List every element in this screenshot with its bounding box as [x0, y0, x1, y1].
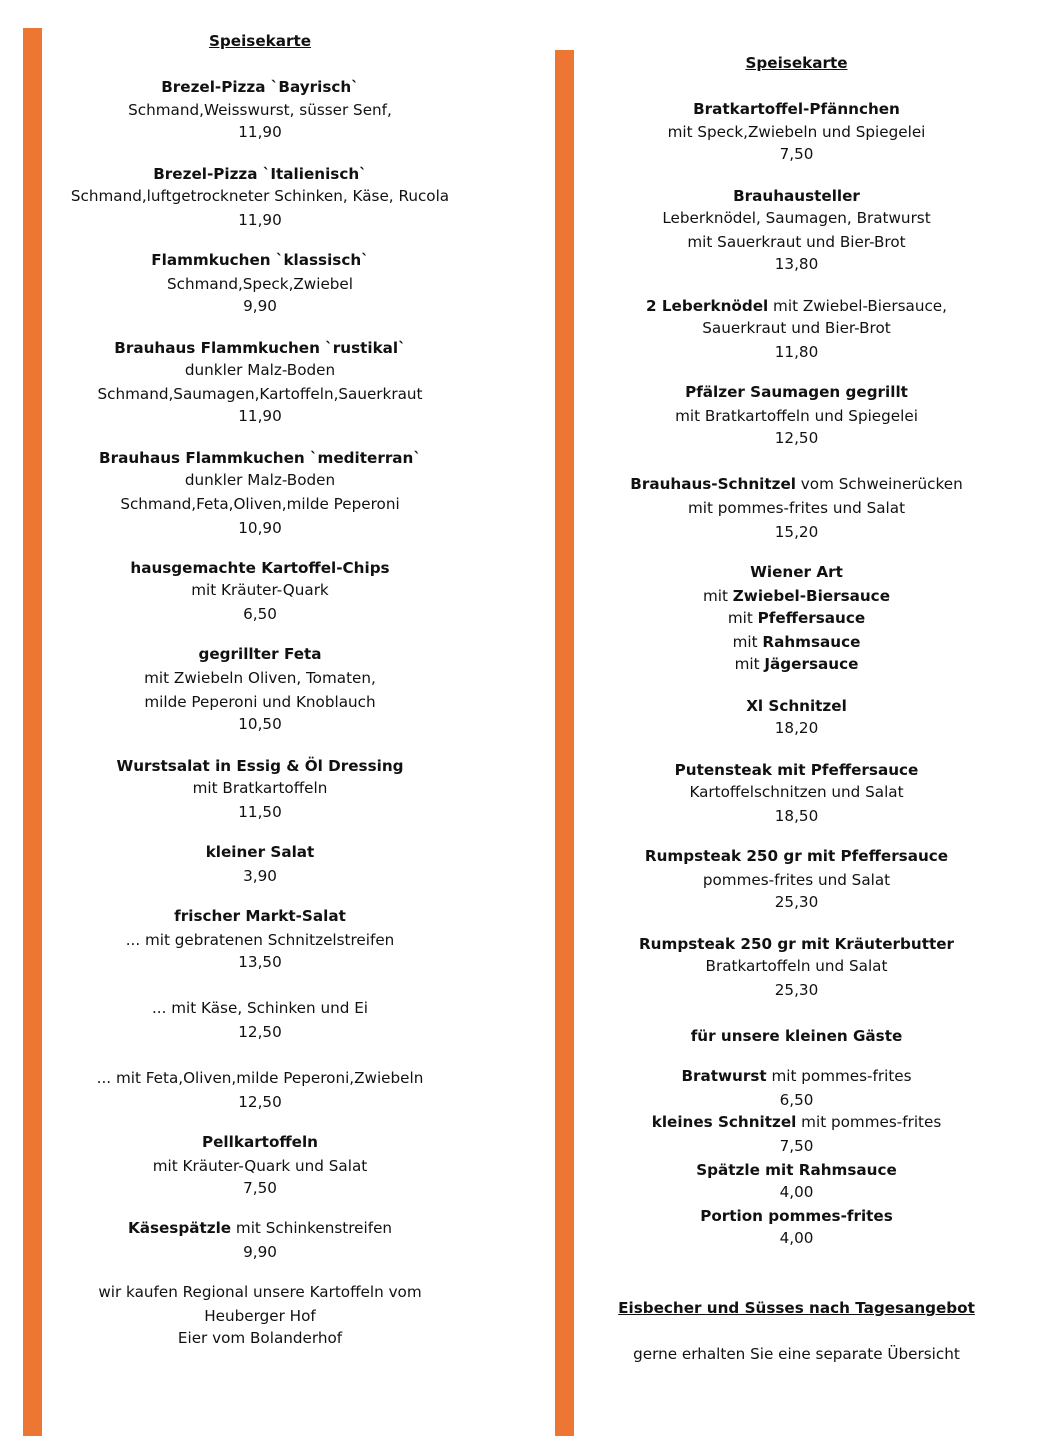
menu-line	[50, 405, 470, 427]
menu-text: 7,50	[243, 1179, 277, 1197]
menu-line	[50, 777, 470, 799]
menu-text-bold: hausgemachte Kartoffel-Chips	[130, 559, 390, 577]
menu-text-bold: Pfeffersauce	[757, 609, 866, 627]
menu-text-bold: Pfälzer Saumagen gegrillt	[685, 383, 908, 401]
menu-line	[590, 295, 1003, 317]
menu-line	[590, 759, 1003, 781]
menu-text: 9,90	[243, 297, 277, 315]
menu-text: Eier vom Bolanderhof	[177, 1329, 343, 1347]
menu-text-bold: Putensteak mit Pfeffersauce	[674, 761, 919, 779]
menu-text: 6,50	[243, 605, 277, 623]
menu-text: 12,50	[774, 429, 819, 447]
menu-text: Leberknödel, Saumagen, Bratwurst	[662, 209, 931, 227]
menu-text: Kartoffelschnitzen und Salat	[689, 783, 904, 801]
menu-line	[590, 497, 1003, 519]
menu-line	[590, 231, 1003, 253]
menu-line	[50, 383, 470, 405]
menu-line	[590, 341, 1003, 363]
menu-line	[50, 493, 470, 515]
menu-text-bold: Pellkartoffeln	[202, 1133, 318, 1151]
menu-line	[590, 1227, 1003, 1249]
menu-line	[50, 295, 470, 317]
menu-text: milde Peperoni und Knoblauch	[144, 693, 376, 711]
menu-line	[50, 667, 470, 689]
menu-text: 11,90	[238, 211, 282, 229]
menu-line	[50, 1305, 470, 1327]
menu-text: mit Sauerkraut und Bier-Brot	[687, 233, 906, 251]
menu-text: 9,90	[243, 1243, 277, 1261]
menu-line	[50, 469, 470, 491]
menu-line	[50, 517, 470, 539]
menu-line	[590, 1111, 1003, 1133]
menu-line	[590, 1343, 1003, 1365]
menu-text-bold: Bratwurst	[681, 1067, 767, 1085]
menu-text-bold: Rumpsteak 250 gr mit Kräuterbutter	[638, 935, 955, 953]
menu-text: mit	[727, 609, 758, 627]
menu-line	[50, 1131, 470, 1153]
menu-text: 18,20	[774, 719, 819, 737]
menu-text-bold: Wiener Art	[750, 563, 843, 581]
menu-text: wir kaufen Regional unsere Kartoffeln vom	[98, 1283, 422, 1301]
menu-line	[590, 1089, 1003, 1111]
menu-text: Schmand,Feta,Oliven,milde Peperoni	[120, 495, 400, 513]
menu-text: 25,30	[774, 981, 819, 999]
menu-text-bold: 2 Leberknödel	[646, 297, 769, 315]
menu-line	[50, 691, 470, 713]
menu-text-bold: kleiner Salat	[205, 843, 315, 861]
menu-line	[50, 841, 470, 863]
menu-line	[50, 185, 470, 207]
menu-text: mit Bratkartoffeln und Spiegelei	[675, 407, 918, 425]
menu-line	[590, 1181, 1003, 1203]
menu-text: 7,50	[779, 145, 814, 163]
menu-line	[590, 405, 1003, 427]
menu-line	[50, 99, 470, 121]
menu-line	[590, 1205, 1003, 1227]
menu-line	[50, 1327, 470, 1349]
menu-text-bold: Brauhaus Flammkuchen `rustikal`	[114, 339, 406, 357]
menu-line	[590, 1065, 1003, 1087]
menu-line	[590, 845, 1003, 867]
menu-line	[590, 955, 1003, 977]
menu-text-bold: gegrillter Feta	[198, 645, 322, 663]
menu-text: dunkler Malz-Boden	[184, 361, 336, 379]
menu-line	[50, 557, 470, 579]
menu-text: mit Kräuter-Quark und Salat	[152, 1157, 368, 1175]
menu-line	[590, 317, 1003, 339]
menu-text: ... mit gebratenen Schnitzelstreifen	[125, 931, 395, 949]
menu-text: Schmand,Saumagen,Kartoffeln,Sauerkraut	[97, 385, 423, 403]
menu-line	[50, 951, 470, 973]
menu-text-bold: kleines Schnitzel	[651, 1113, 797, 1131]
menu-text-bold: Jägersauce	[764, 655, 859, 673]
menu-line	[50, 209, 470, 231]
menu-line	[590, 185, 1003, 207]
menu-text-bold: Rumpsteak 250 gr mit Pfeffersauce	[644, 847, 949, 865]
menu-line	[50, 1021, 470, 1043]
menu-text: mit Zwiebel-Biersauce,	[768, 297, 947, 315]
menu-text: 12,50	[238, 1093, 282, 1111]
menu-text: 13,50	[238, 953, 282, 971]
menu-line	[590, 207, 1003, 229]
menu-line	[50, 163, 470, 185]
menu-line	[50, 1091, 470, 1113]
menu-text: mit	[734, 655, 765, 673]
menu-line	[590, 1025, 1003, 1047]
menu-line	[590, 891, 1003, 913]
menu-text: Heuberger Hof	[204, 1307, 316, 1325]
menu-text-bold: Spätzle mit Rahmsauce	[696, 1161, 897, 1179]
menu-text-bold: Brauhaus Flammkuchen `mediterran`	[99, 449, 421, 467]
menu-text: 4,00	[779, 1229, 814, 1247]
menu-text: 25,30	[774, 893, 819, 911]
menu-text: ... mit Feta,Oliven,milde Peperoni,Zwiebeln	[96, 1069, 424, 1087]
menu-line	[590, 253, 1003, 275]
menu-line	[590, 98, 1003, 120]
menu-line	[590, 143, 1003, 165]
menu-text-bold: Eisbecher und Süsses nach Tagesangebot	[618, 1299, 975, 1317]
menu-line	[50, 249, 470, 271]
menu-text: dunkler Malz-Boden	[184, 471, 336, 489]
menu-text: Schmand,Weisswurst, süsser Senf,	[128, 101, 392, 119]
left-accent-bar	[23, 28, 42, 1436]
menu-text-bold: Speisekarte	[208, 32, 312, 50]
menu-text: Bratkartoffeln und Salat	[705, 957, 888, 975]
menu-text: gerne erhalten Sie eine separate Übersicht	[633, 1345, 960, 1363]
menu-line	[590, 427, 1003, 449]
menu-text: 13,80	[774, 255, 819, 273]
menu-text: Sauerkraut und Bier-Brot	[702, 319, 891, 337]
menu-line	[50, 1217, 470, 1239]
menu-text: mit	[732, 633, 763, 651]
menu-text: 10,90	[238, 519, 282, 537]
menu-text-bold: Zwiebel-Biersauce	[732, 587, 890, 605]
menu-text-bold: Rahmsauce	[762, 633, 861, 651]
menu-text: 7,50	[779, 1137, 814, 1155]
right-accent-bar	[555, 50, 574, 1436]
menu-text: pommes-frites und Salat	[702, 871, 891, 889]
menu-text: 3,90	[243, 867, 277, 885]
menu-line	[590, 381, 1003, 403]
menu-text: 15,20	[774, 523, 819, 541]
menu-line	[50, 1241, 470, 1263]
menu-line	[590, 607, 1003, 629]
menu-line	[590, 561, 1003, 583]
menu-text-bold: Bratkartoffel-Pfännchen	[693, 100, 900, 118]
menu-text-bold: Flammkuchen `klassisch`	[151, 251, 369, 269]
menu-line	[590, 1297, 1003, 1319]
menu-line	[590, 1135, 1003, 1157]
menu-text: ... mit Käse, Schinken und Ei	[151, 999, 369, 1017]
menu-text-bold: Brauhausteller	[733, 187, 860, 205]
menu-line	[50, 905, 470, 927]
menu-line	[590, 653, 1003, 675]
menu-line	[590, 805, 1003, 827]
menu-text-bold: Käsespätzle	[127, 1219, 232, 1237]
menu-line	[50, 273, 470, 295]
menu-text: 6,50	[779, 1091, 814, 1109]
menu-line	[50, 359, 470, 381]
menu-line	[590, 869, 1003, 891]
menu-line	[50, 337, 470, 359]
menu-text-bold: Brauhaus-Schnitzel	[630, 475, 796, 493]
menu-text: Schmand,luftgetrockneter Schinken, Käse, Rucola	[70, 187, 450, 205]
menu-text: mit Kräuter-Quark	[191, 581, 329, 599]
menu-text: mit Bratkartoffeln	[192, 779, 328, 797]
menu-line	[50, 865, 470, 887]
menu-line	[590, 521, 1003, 543]
menu-line	[50, 755, 470, 777]
menu-line	[590, 631, 1003, 653]
menu-text: Schmand,Speck,Zwiebel	[166, 275, 353, 293]
menu-title	[590, 52, 1003, 74]
menu-line	[50, 643, 470, 665]
menu-line	[590, 1159, 1003, 1181]
menu-text: mit pommes-frites	[766, 1067, 912, 1085]
menu-line	[50, 121, 470, 143]
menu-text: 4,00	[779, 1183, 814, 1201]
menu-line	[590, 979, 1003, 1001]
menu-text: mit	[702, 587, 733, 605]
menu-text-bold: frischer Markt-Salat	[174, 907, 346, 925]
menu-line	[590, 585, 1003, 607]
menu-text-bold: Speisekarte	[745, 54, 848, 72]
menu-text-bold: Brezel-Pizza `Italienisch`	[153, 165, 367, 183]
menu-line	[50, 713, 470, 735]
menu-text-bold: für unsere kleinen Gäste	[690, 1027, 903, 1045]
menu-text: 12,50	[238, 1023, 282, 1041]
menu-line	[590, 695, 1003, 717]
menu-line	[590, 933, 1003, 955]
menu-line	[590, 473, 1003, 495]
menu-line	[50, 579, 470, 601]
menu-line	[50, 1281, 470, 1303]
menu-line	[50, 603, 470, 625]
menu-text: vom Schweinerücken	[795, 475, 963, 493]
menu-text-bold: Portion pommes-frites	[700, 1207, 893, 1225]
menu-text: mit pommes-frites und Salat	[687, 499, 906, 517]
menu-text: mit Schinkenstreifen	[231, 1219, 393, 1237]
menu-line	[50, 1067, 470, 1089]
menu-line	[50, 1177, 470, 1199]
menu-text: 11,80	[774, 343, 819, 361]
menu-text: mit Speck,Zwiebeln und Spiegelei	[667, 123, 926, 141]
menu-text: 11,90	[238, 123, 282, 141]
menu-line	[590, 121, 1003, 143]
menu-text-bold: Brezel-Pizza `Bayrisch`	[161, 78, 359, 96]
menu-text: mit pommes-frites	[796, 1113, 942, 1131]
menu-line	[50, 929, 470, 951]
menu-line	[50, 447, 470, 469]
menu-text: 10,50	[238, 715, 282, 733]
menu-line	[50, 1155, 470, 1177]
menu-text: 11,50	[238, 803, 282, 821]
menu-text: 11,90	[238, 407, 282, 425]
menu-text-bold: Wurstsalat in Essig & Öl Dressing	[116, 757, 404, 775]
menu-line	[50, 76, 470, 98]
menu-line	[50, 997, 470, 1019]
menu-line	[50, 801, 470, 823]
menu-title	[50, 30, 470, 52]
menu-text-bold: Xl Schnitzel	[746, 697, 847, 715]
menu-line	[590, 781, 1003, 803]
menu-text: mit Zwiebeln Oliven, Tomaten,	[144, 669, 376, 687]
menu-line	[590, 717, 1003, 739]
menu-text: 18,50	[774, 807, 819, 825]
